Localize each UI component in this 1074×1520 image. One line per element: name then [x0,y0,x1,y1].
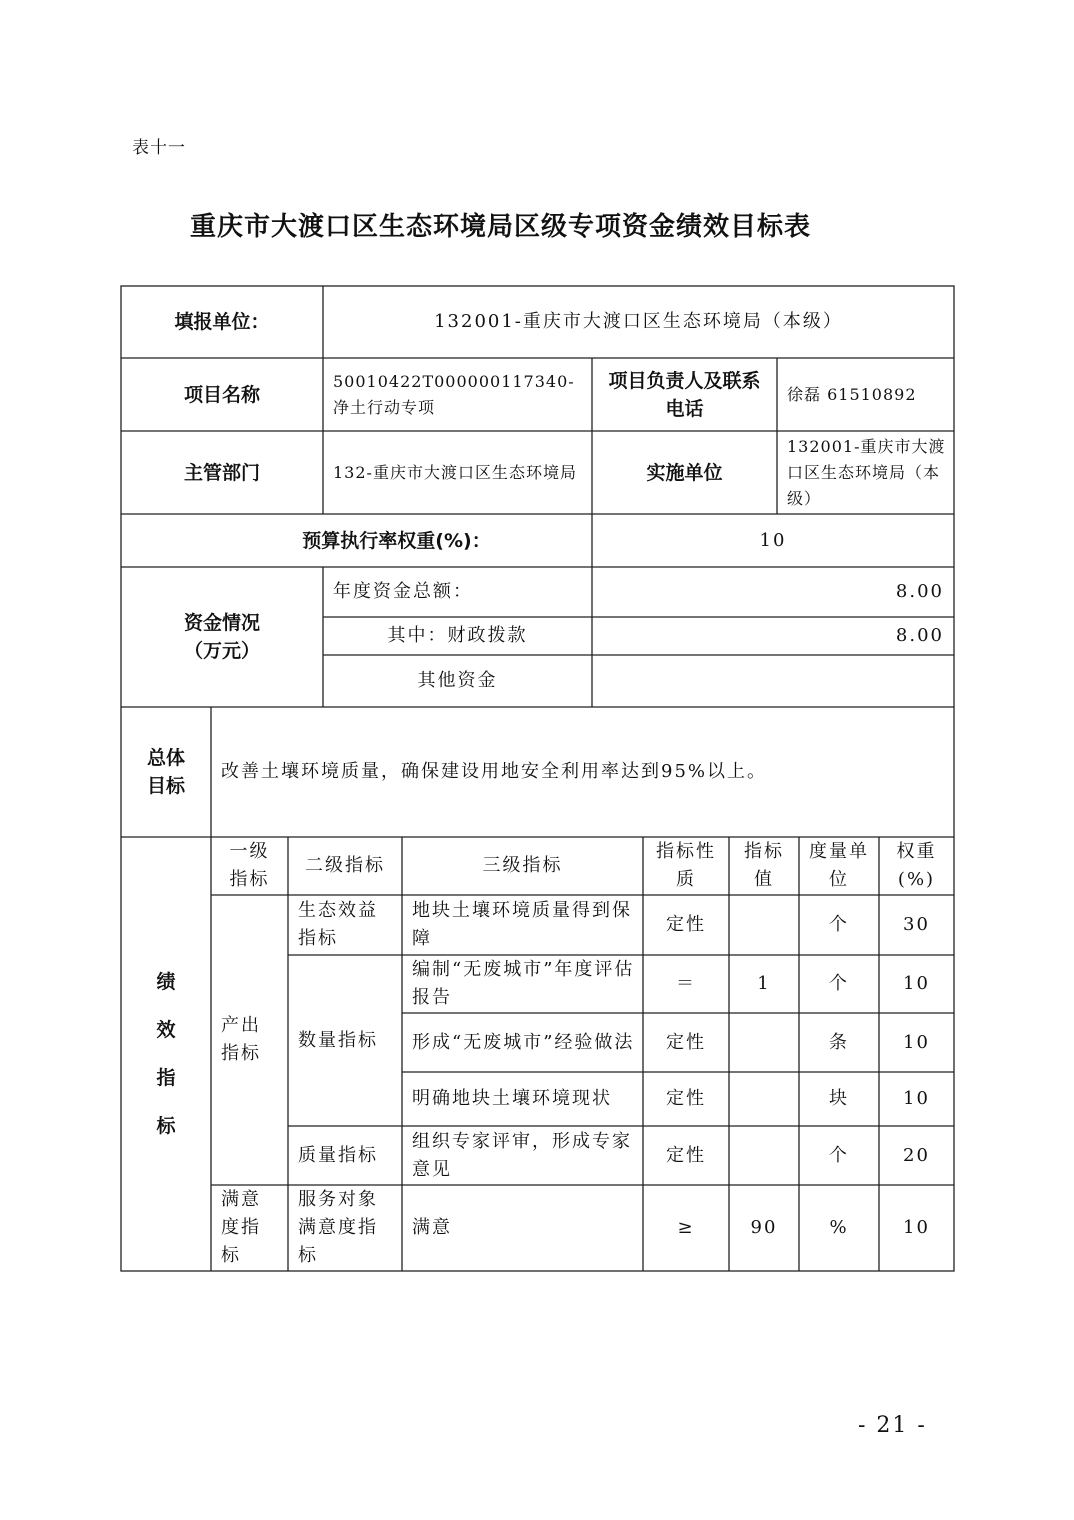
table-row-level3: 满意 [412,1217,452,1238]
table-row-nature: 定性 [666,1031,706,1053]
table-row-unit: % [829,1217,849,1238]
table-row-unit: 个 [829,973,849,994]
col-header-value: 指标值 [744,841,784,890]
table-row-unit: 块 [829,1088,849,1109]
level1-output: 产出指标 [221,1015,261,1064]
table-row-nature: 定性 [666,1088,706,1109]
annual-funds-value: 8.00 [895,581,944,602]
table-row-weight: 30 [903,914,930,935]
annual-funds-label: 年度资金总额： [333,581,473,602]
table-row-value [729,1126,799,1185]
table-row-nature: 定性 [666,914,706,935]
funds-label: 资金情况（万元） [183,612,260,662]
table-row-weight: 10 [903,1088,930,1109]
unit-label: 填报单位： [174,311,270,333]
table-row-nature: ＝ [676,973,696,994]
table-row-unit: 条 [829,1031,849,1053]
table-row-level3: 编制“无废城市”年度评估报告 [412,959,635,1008]
other-funds-label: 其他资金 [417,670,498,691]
table-row-unit: 个 [829,1144,849,1166]
level2-service: 服务对象满意度指标 [298,1189,378,1266]
table-row-value [729,1072,799,1126]
fiscal-funds-value: 8.00 [895,625,944,646]
table-row-value: 1 [757,973,771,994]
impl-value: 132001-重庆市大渡口区生态环境局（本级） [787,436,946,508]
table-row-nature: 定性 [666,1144,706,1166]
table-row-level3: 形成“无废城市”经验做法 [412,1031,635,1053]
level1-satisfaction: 满意度指标 [221,1189,261,1266]
table-row-level3: 地块土壤环境质量得到保障 [412,900,632,949]
table-row-value: 90 [750,1217,778,1238]
dept-value: 132-重庆市大渡口区生态环境局 [333,462,577,482]
leader-value: 徐磊 61510892 [787,384,917,404]
project-name-value: 50010422T000000117340-净土行动专项 [333,371,575,417]
budget-rate-value: 10 [759,529,787,551]
page-title: 重庆市大渡口区生态环境局区级专项资金绩效目标表 [190,212,812,242]
col-header-level2: 二级指标 [305,855,385,876]
table-row-level3: 组织专家评审，形成专家意见 [412,1130,632,1180]
level2-quantity: 数量指标 [298,1029,378,1051]
goal-text: 改善土壤环境质量，确保建设用地安全利用率达到95%以上。 [221,761,768,782]
table-label: 表十一 [132,138,186,158]
table-row-level3: 明确地块土壤环境现状 [412,1088,612,1109]
table-row-weight: 10 [903,1217,930,1238]
table-row-value [729,895,799,955]
col-header-weight: 权重(%) [896,841,937,890]
table-row-weight: 10 [903,973,930,994]
level2-ecology: 生态效益指标 [298,900,378,949]
col-header-level1: 一级指标 [229,841,270,890]
goal-label: 总体目标 [146,747,185,797]
page-number: - 21 - [858,1413,927,1438]
table-row-weight: 10 [903,1031,930,1053]
dept-label: 主管部门 [183,461,260,484]
level2-quality: 质量指标 [298,1144,378,1166]
table-row-weight: 20 [903,1144,930,1166]
other-funds-value [592,655,954,707]
fiscal-funds-label: 其中：财政拨款 [387,625,528,646]
col-header-unit: 度量单位 [809,841,869,890]
unit-value: 132001-重庆市大渡口区生态环境局（本级） [434,311,843,332]
table-row-nature: ≥ [677,1217,695,1238]
budget-rate-label: 预算执行率权重(%)： [302,529,491,552]
leader-label: 项目负责人及联系电话 [608,369,761,420]
impl-label: 实施单位 [646,461,723,484]
table-row-unit: 个 [829,914,849,935]
project-name-label: 项目名称 [183,383,260,406]
col-header-level3: 三级指标 [482,855,563,876]
performance-section-label: 绩 效 指 标 [156,971,176,1137]
table-row-value [729,1013,799,1072]
col-header-nature: 指标性质 [656,841,716,890]
